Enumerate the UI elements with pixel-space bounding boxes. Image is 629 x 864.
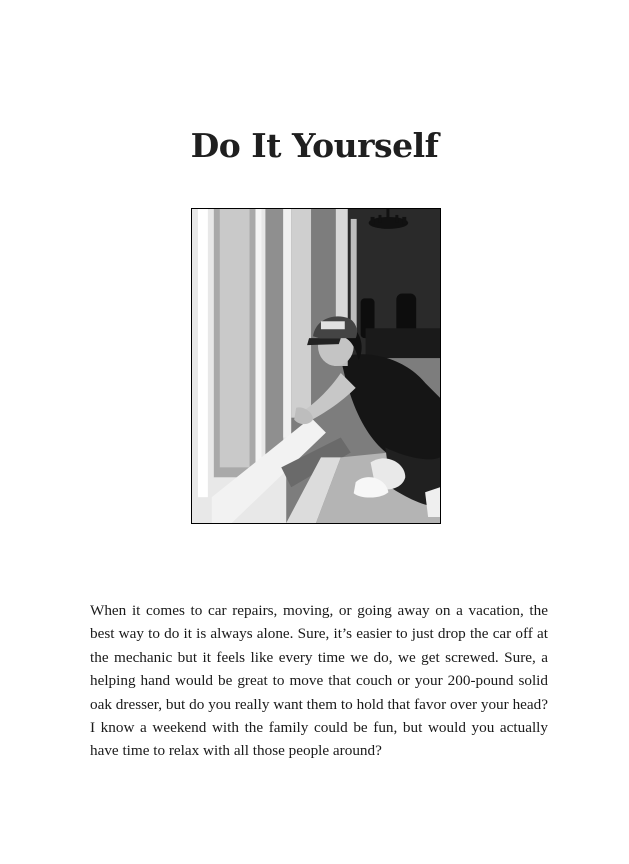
photo-illustration	[192, 209, 440, 523]
body-paragraph: When it comes to car repairs, moving, or going away on a vacation, the best way to do it is always alone. Sure, it’s easier to just drop the car off at the mechanic but it feels like every time we do, we get screwed. Sure, a helping hand would be great to move that couch or your 200-pound solid oak dresser, but do you really want them to hold that favor over your head? I know a weekend with the family could be fun, but would you actually have time to relax with all those people around?	[90, 602, 548, 760]
page-title: Do It Yourself	[190, 126, 439, 165]
photo-man-repairing-window	[191, 208, 441, 524]
